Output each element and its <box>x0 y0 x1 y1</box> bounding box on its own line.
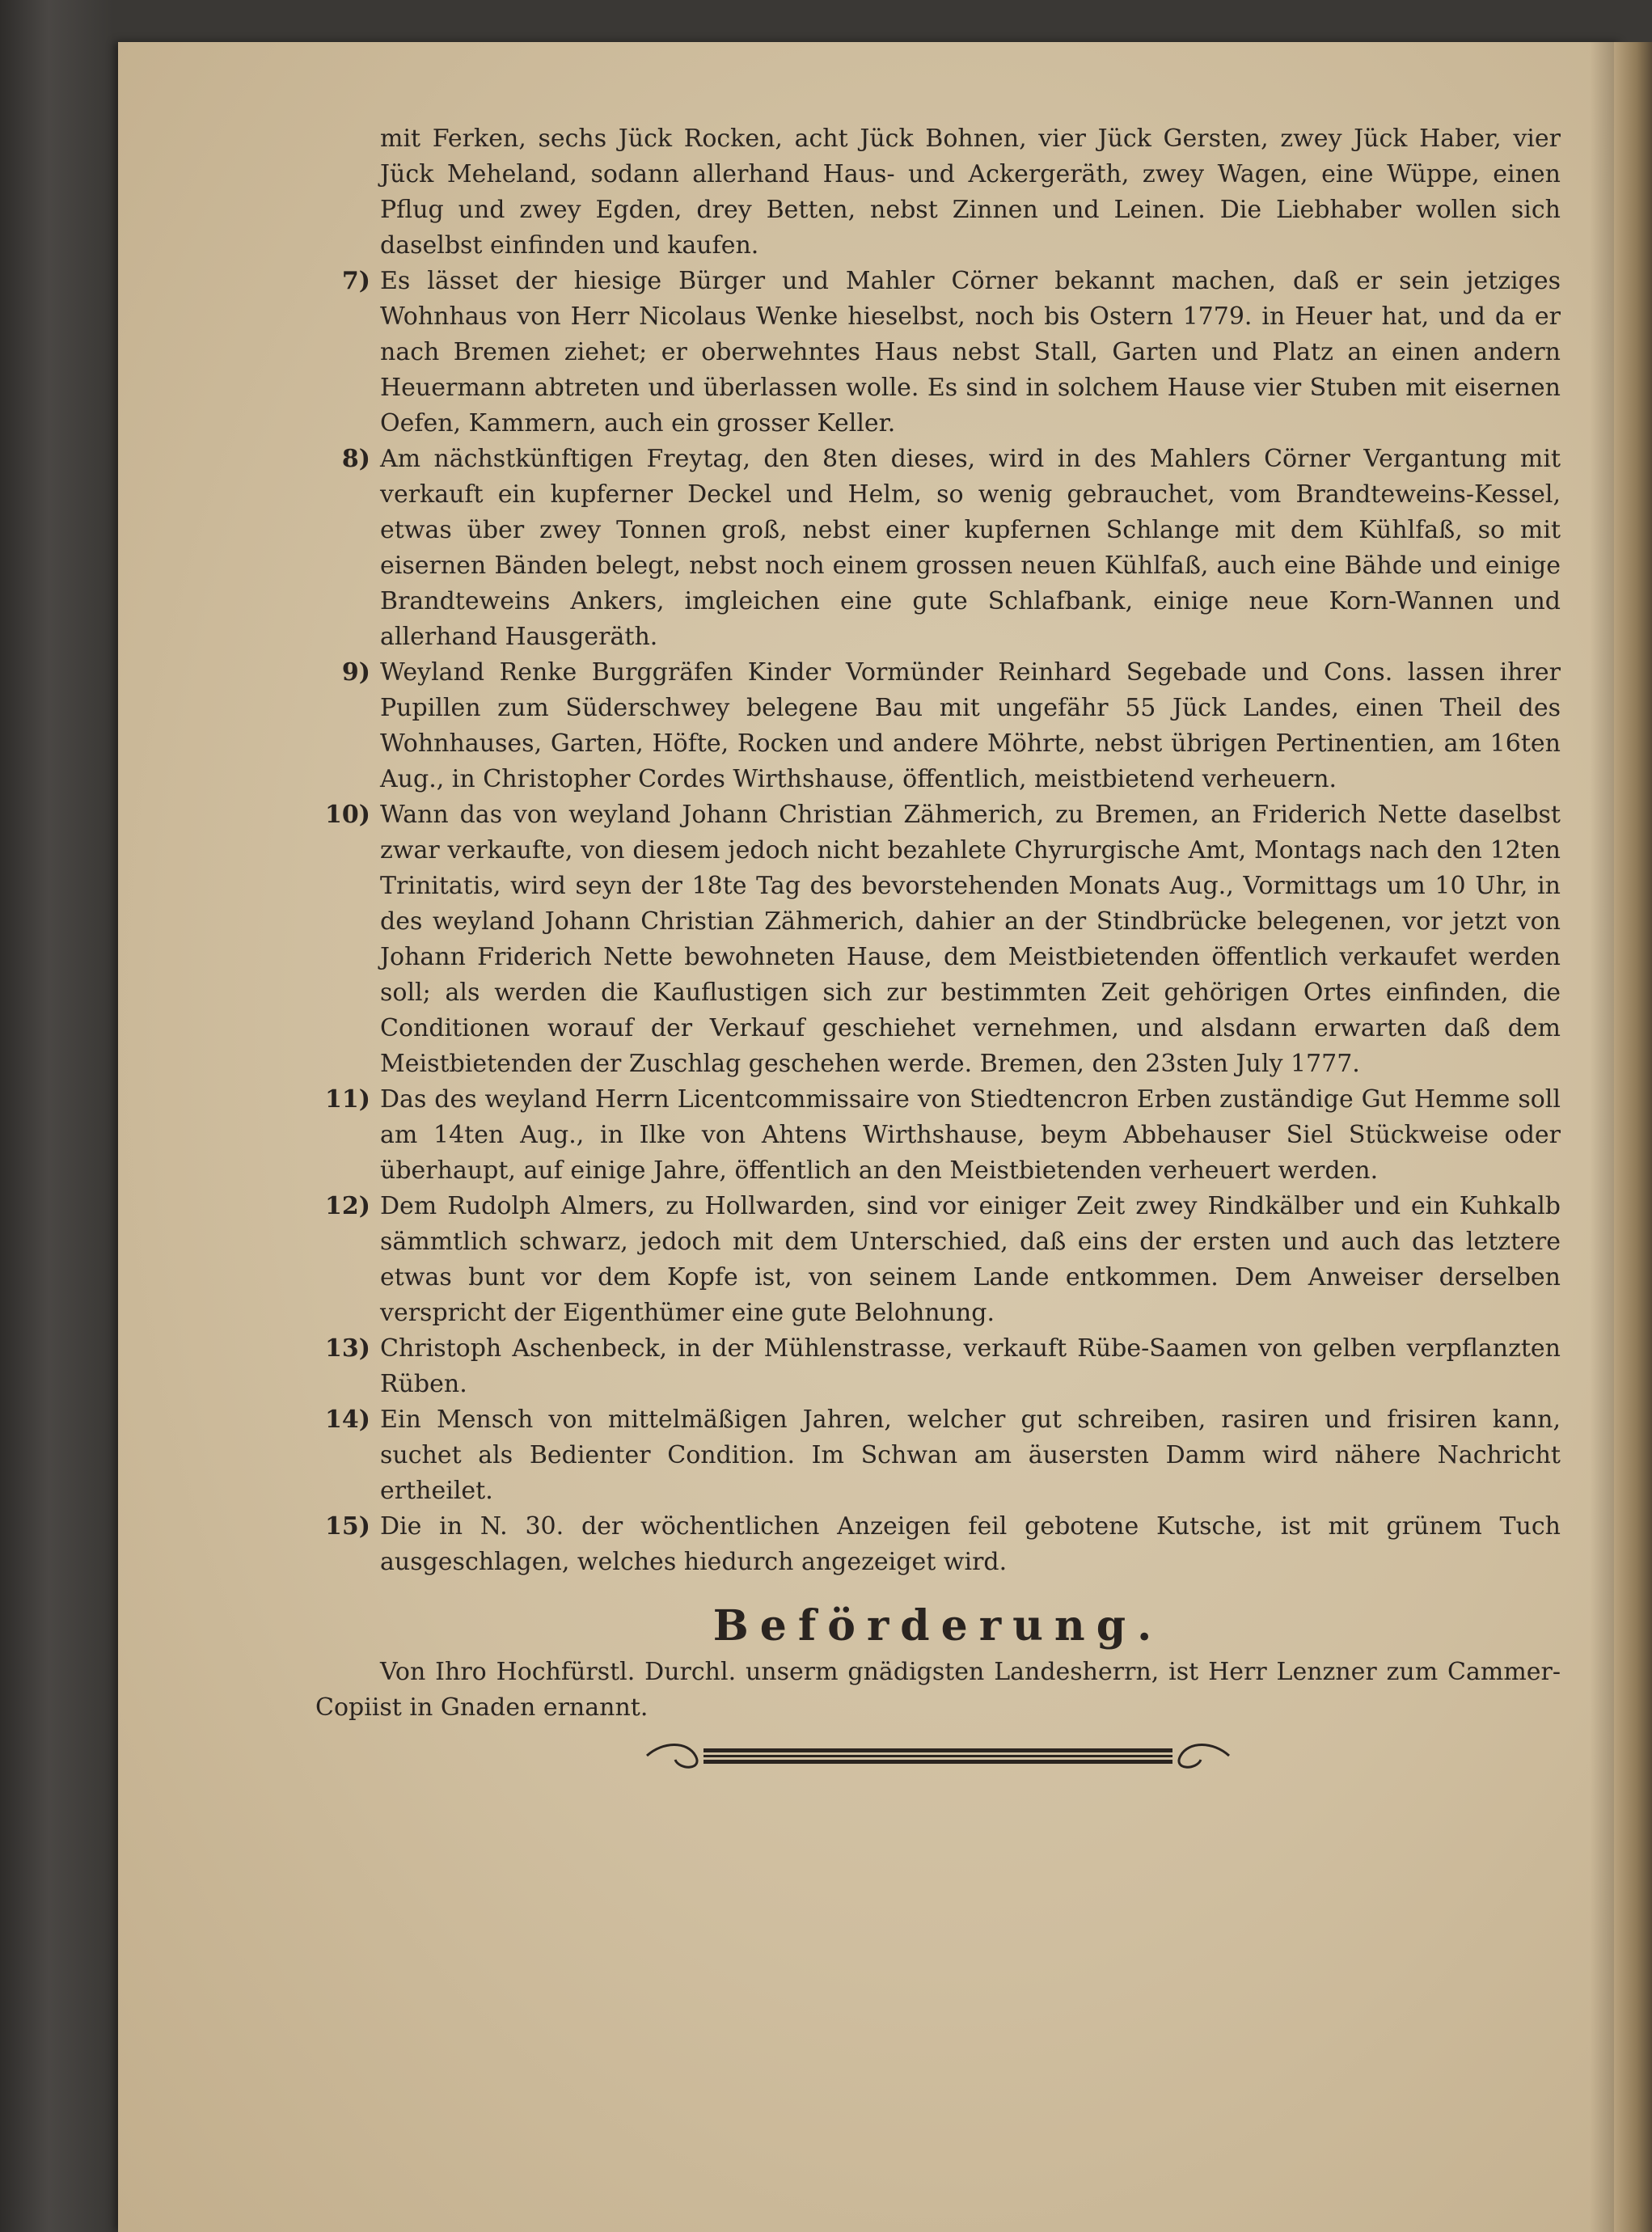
entry-text: Es lässet der hiesige Bürger und Mahler Cörner bekannt machen, daß er sein jetziges Wohnhaus von Herr Nicolaus Wenke hieselbst, noch bis Ostern 1779. in Heuer hat, und da er nach Bremen ziehet; er oberwehntes Haus nebst Stall, Garten und Platz an einen andern Heuermann abtreten und überlassen wolle. Es sind in solchem Hause vier Stuben mit eisernen Oefen, Kammern, auch ein grosser Keller. <box>380 267 1561 438</box>
entry-number: 15) <box>325 1512 370 1541</box>
entry-number: 10) <box>325 801 370 829</box>
entry-8 <box>315 442 1561 655</box>
entry-text: Das des weyland Herrn Licentcommissaire von Stiedtencron Erben zuständige Gut Hemme soll am 14ten Aug., in Ilke von Ahtens Wirthshause, beym Abbehauser Siel Stückweise oder überhaupt, auf einige Jahre, öffentlich an den Meistbietenden verheuert werden. <box>380 1085 1561 1185</box>
entry-number: 14) <box>325 1406 370 1434</box>
entry-text: Ein Mensch von mittelmäßigen Jahren, welcher gut schreiben, rasiren und frisiren kann, suchet als Bedienter Condition. Im Schwan am äusersten Damm wird nähere Nachricht ertheilet. <box>380 1406 1561 1505</box>
entry-13 <box>315 1331 1561 1402</box>
entry-number: 11) <box>325 1085 370 1114</box>
entry-15 <box>315 1509 1561 1580</box>
entry-text: mit Ferken, sechs Jück Rocken, acht Jück Bohnen, vier Jück Gersten, zwey Jück Haber, vier Jück Meheland, sodann allerhand Haus- und Ackergeräth, zwey Wagen, eine Wüppe, einen Pflug und zwey Egden, drey Betten, nebst Zinnen und Leinen. Die Liebhaber wollen sich daselbst einfinden und kaufen. <box>380 125 1561 260</box>
entry-number: 9) <box>341 658 370 687</box>
entry-11 <box>315 1082 1561 1189</box>
entry-text: Die in N. 30. der wöchentlichen Anzeigen feil gebotene Kutsche, ist mit grünem Tuch ausgeschlagen, welches hiedurch angezeiget wird. <box>380 1512 1561 1576</box>
entry-text: Dem Rudolph Almers, zu Hollwarden, sind vor einiger Zeit zwey Rindkälber und ein Kuhkalb sämmtlich schwarz, jedoch mit dem Unterschied, daß eins der ersten und auch das letztere etwas bunt vor dem Kopfe ist, von seinem Lande entkommen. Dem Anweiser derselben verspricht der Eigenthümer eine gute Belohnung. <box>380 1192 1561 1327</box>
entry-number: 13) <box>325 1334 370 1363</box>
entry-7 <box>315 264 1561 442</box>
ornament-divider <box>631 1737 1245 1774</box>
continued-entry <box>315 121 1561 264</box>
entry-text: Am nächstkünftigen Freytag, den 8ten dieses, wird in des Mahlers Cörner Vergantung mit verkauft ein kupferner Deckel und Helm, so wenig gebrauchet, vom Brandteweins-Kessel, etwas über zwey Tonnen groß, nebst einer kupfernen Schlange mit dem Kühlfaß, so mit eisernen Bänden belegt, nebst noch einem grossen neuen Kühlfaß, auch eine Bähde und einige Brandteweins Ankers, imgleichen eine gute Schlafbank, einige neue Korn-Wannen und allerhand Hausgeräth. <box>380 445 1561 651</box>
page-text <box>315 121 1561 1774</box>
entry-text: Christoph Aschenbeck, in der Mühlenstrasse, verkauft Rübe-Saamen von gelben verpflanzten Rüben. <box>380 1334 1561 1398</box>
entry-10 <box>315 797 1561 1082</box>
entry-14 <box>315 1402 1561 1509</box>
entry-number: 8) <box>341 445 370 473</box>
adjacent-page-edge <box>1614 42 1652 2232</box>
entry-12 <box>315 1189 1561 1331</box>
entry-number: 7) <box>341 267 370 295</box>
entry-text: Wann das von weyland Johann Christian Zähmerich, zu Bremen, an Friderich Nette daselbst zwar verkaufte, von diesem jedoch nicht bezahlete Chyrurgische Amt, Montags nach den 12ten Trinitatis, wird seyn der 18te Tag des bevorstehenden Monats Aug., Vormittags um 10 Uhr, in des weyland Johann Christian Zähmerich, dahier an der Stindbrücke belegenen, vor jetzt von Johann Friderich Nette bewohneten Hause, dem Meistbietenden öffentlich verkaufet werden soll; als werden die Kauflustigen sich zur bestimmten Zeit gehörigen Ortes einfinden, die Conditionen worauf der Verkauf geschiehet vernehmen, und alsdann erwarten daß dem Meistbietenden der Zuschlag geschehen werde. Bremen, den 23sten July 1777. <box>380 801 1561 1078</box>
entry-9 <box>315 655 1561 797</box>
entry-text: Weyland Renke Burggräfen Kinder Vormünder Reinhard Segebade und Cons. lassen ihrer Pupillen zum Süderschwey belegene Bau mit ungefähr 55 Jück Landes, einen Theil des Wohnhauses, Garten, Höfte, Rocken und andere Möhrte, nebst übrigen Pertinentien, am 16ten Aug., in Christopher Cordes Wirthshause, öffentlich, meistbietend verheuern. <box>380 658 1561 793</box>
closing-paragraph: Von Ihro Hochfürstl. Durchl. unserm gnädigsten Landesherrn, ist Herr Lenzner zum Cammer-Copiist in Gnaden ernannt. <box>315 1658 1561 1722</box>
entry-number: 12) <box>325 1192 370 1220</box>
section-heading: Beförderung. <box>712 1601 1164 1651</box>
